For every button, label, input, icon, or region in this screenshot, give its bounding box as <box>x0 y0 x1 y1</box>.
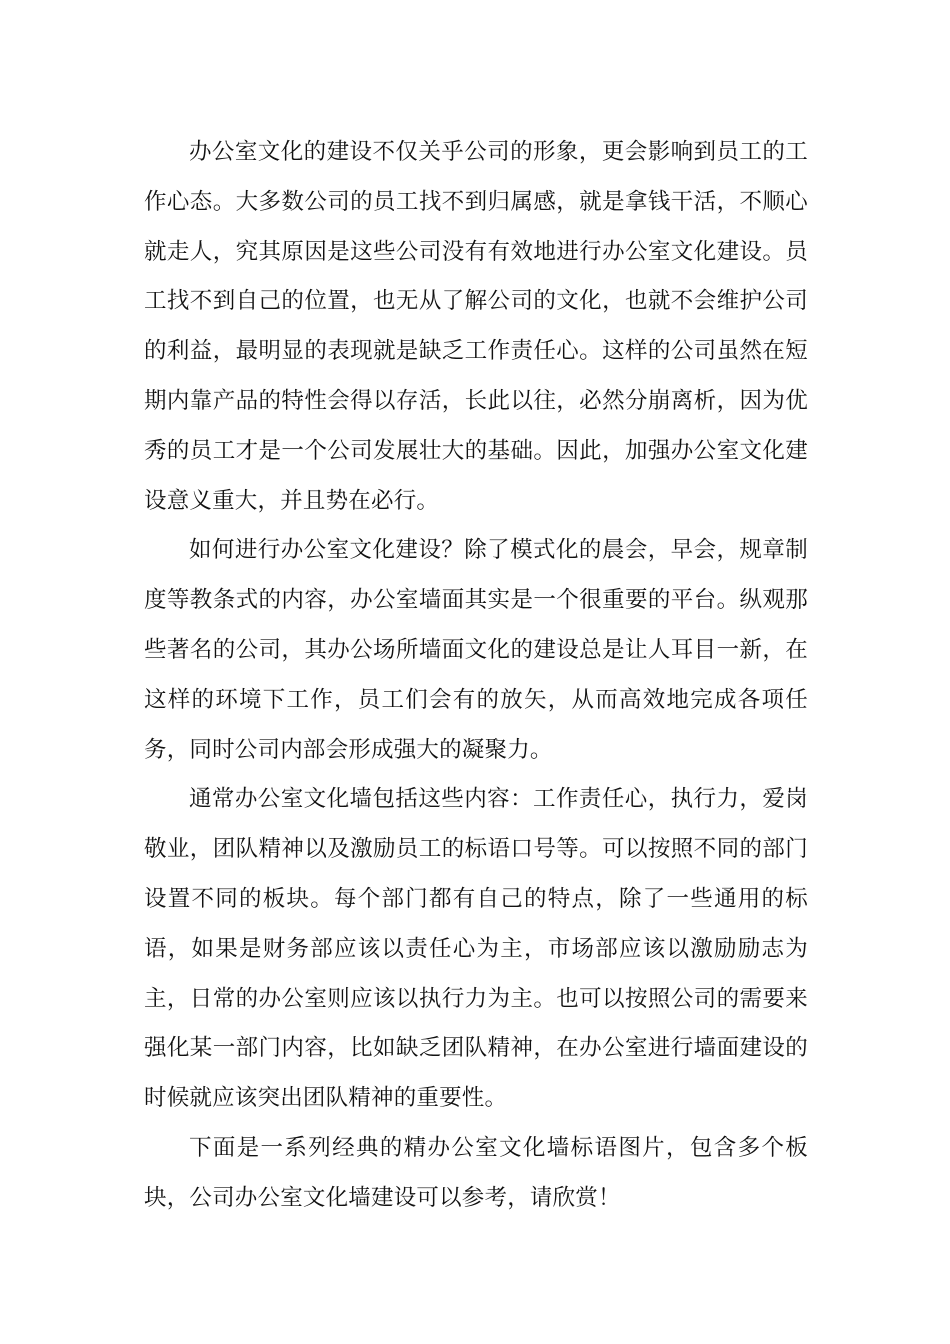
paragraph-wall-contents: 通常办公室文化墙包括这些内容：工作责任心，执行力，爱岗敬业，团队精神以及激励员工的标语口号等。可以按照不同的部门设置不同的板块。每个部门都有自己的特点，除了一些通用的标语，如果是财务部应该以责任心为主，市场部应该以激励励志为主，日常的办公室则应该以执行力为主。也可以按照公司的需要来强化某一部门内容，比如缺乏团队精神，在办公室进行墙面建设的时候就应该突出团队精神的重要性。 <box>144 786 808 1112</box>
paragraph-intro: 办公室文化的建设不仅关乎公司的形象，更会影响到员工的工作心态。大多数公司的员工找不到归属感，就是拿钱干活，不顺心就走人，究其原因是这些公司没有有效地进行办公室文化建设。员工找不到自己的位置，也无从了解公司的文化，也就不会维护公司的利益，最明显的表现就是缺乏工作责任心。这样的公司虽然在短期内靠产品的特性会得以存活，长此以往，必然分崩离析，因为优秀的员工才是一个公司发展壮大的基础。因此，加强办公室文化建设意义重大，并且势在必行。 <box>144 139 808 514</box>
paragraph-closing: 下面是一系列经典的精办公室文化墙标语图片，包含多个板块，公司办公室文化墙建设可以参考，请欣赏！ <box>144 1134 808 1211</box>
paragraph-how-to-build: 如何进行办公室文化建设？除了模式化的晨会，早会，规章制度等教条式的内容，办公室墙面其实是一个很重要的平台。纵观那些著名的公司，其办公场所墙面文化的建设总是让人耳目一新，在这样的环境下工作，员工们会有的放矢，从而高效地完成各项任务，同时公司内部会形成强大的凝聚力。 <box>144 537 808 763</box>
document-body <box>144 128 808 1224</box>
